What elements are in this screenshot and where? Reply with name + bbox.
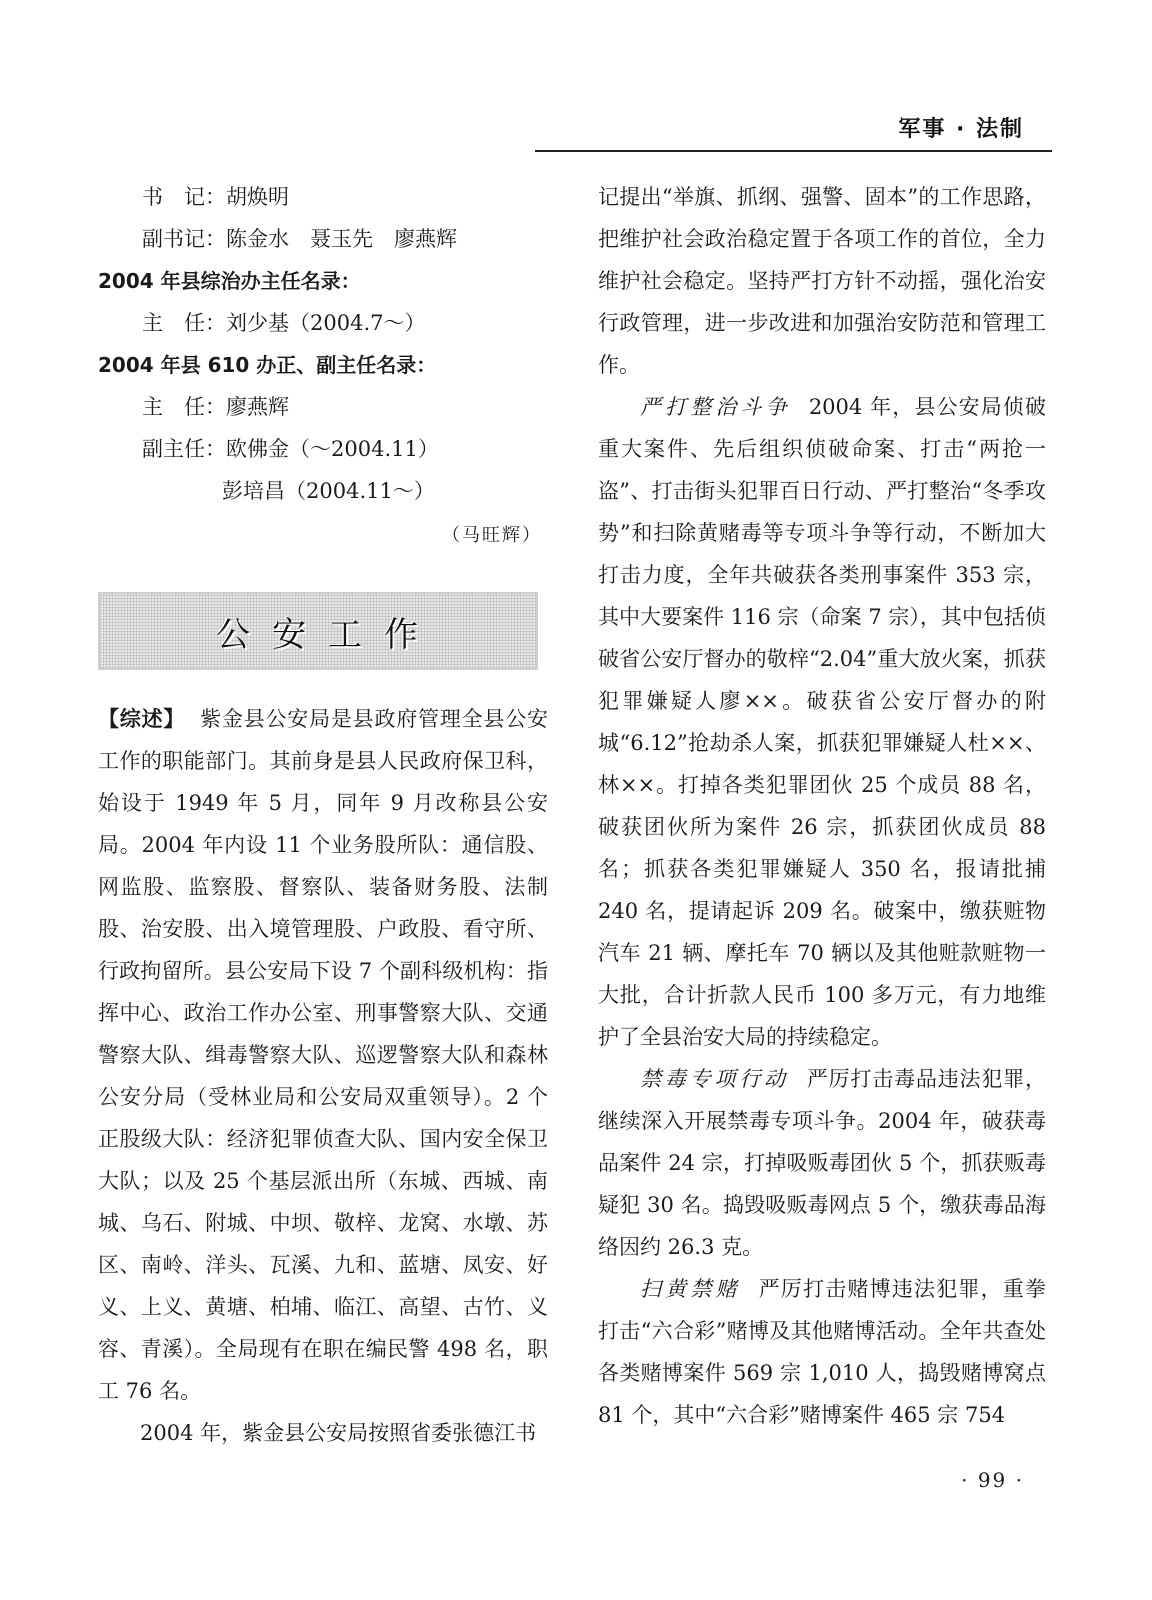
paragraph-2004: 2004 年，紫金县公安局按照省委张德江书 (140, 1421, 537, 1445)
section-yanda-text: 2004 年，县公安局侦破重大案件、先后组织侦破命案、打击“两抢一盗”、打击街头犯罪百日行动、严打整治“冬季攻势”和扫除黄赌毒等专项斗争等行动，不断加大打击力度，全年共破获各类刑事案件 353 宗，其中大要案件 116 宗（命案 7 宗），其中包括侦破省公安厅督办的敬梓“2.04”重大放火案，抓获犯罪嫌疑人廖××。破获省公安厅督办的附城“6.12”抢劫杀人案，抓获犯罪嫌疑人杜××、林××。打掉各类犯罪团伙 25 个成员 88 名，破获团伙所为案件 26 宗，抓获团伙成员 88 名；抓获各类犯罪嫌疑人 350 名，报请批捕 240 名，提请起诉 209 名。破案中，缴获赃物汽车 21 辆、摩托车 70 辆以及其他赃款赃物一大批，合计折款人民币 100 多万元，有力地维护了全县治安大局的持续稳定。 (598, 395, 1047, 1049)
paragraph-continued: 记提出“举旗、抓纲、强警、固本”的工作思路，把维护社会政治稳定置于各项工作的首位，全力维护社会稳定。坚持严打方针不动摇，强化治安行政管理，进一步改进和加强治安防范和管理工作。 (598, 185, 1046, 377)
section-saohuang-text: 严厉打击赌博违法犯罪，重拳打击“六合彩”赌博及其他赌博活动。全年共查处各类赌博案件 569 宗 1,010 人，捣毁赌博窝点 81 个，其中“六合彩”赌博案件 465 宗 754 (598, 1277, 1046, 1427)
roster-director-610: 主 任：廖燕辉 (142, 395, 289, 419)
section-saohuang-keyword: 扫黄禁赌 (640, 1277, 741, 1301)
right-column (598, 176, 1046, 1436)
summary-paragraph (98, 698, 548, 1412)
author-signature: （马旺辉） (442, 525, 542, 546)
left-column (98, 176, 548, 1454)
section-jindu-keyword: 禁毒专项行动 (640, 1067, 789, 1091)
roster-deputy-director-1: 副主任：欧佛金（～2004.11） (142, 437, 439, 461)
section-title: 公安工作 (216, 614, 440, 655)
section-banner (98, 592, 538, 670)
summary-text: 紫金县公安局是县政府管理全县公安工作的职能部门。其前身是县人民政府保卫科，始设于 1949 年 5 月，同年 9 月改称县公安局。2004 年内设 11 个业务股所队：通信股、网监股、监察股、督察队、装备财务股、法制股、治安股、出入境管理股、户政股、看守所、行政拘留所。县公安局下设 7 个副科级机构：指挥中心、政治工作办公室、刑事警察大队、交通警察大队、缉毒警察大队、巡逻警察大队和森林公安分局（受林业局和公安局双重领导）。2 个正股级大队：经济犯罪侦查大队、国内安全保卫大队；以及 25 个基层派出所（东城、西城、南城、乌石、附城、中坝、敬梓、龙窝、水墩、苏区、南岭、洋头、瓦溪、九和、蓝塘、凤安、好义、上义、黄塘、柏埔、临江、高望、古竹、义容、青溪）。全局现有在职在编民警 498 名，职工 76 名。 (98, 707, 548, 1403)
running-header: 军事 · 法制 (898, 117, 1024, 142)
summary-label: 【综述】 (98, 707, 186, 731)
section-yanda (598, 386, 1046, 1058)
header-rule (535, 150, 1052, 152)
section-yanda-keyword: 严打整治斗争 (640, 395, 791, 419)
roster-deputy-director-2: 彭培昌（2004.11～） (222, 479, 435, 503)
roster-deputy-secretary: 副书记：陈金水 聂玉先 廖燕辉 (142, 227, 457, 251)
page-number: · 99 · (961, 1468, 1024, 1492)
section-saohuang (598, 1268, 1046, 1436)
roster-secretary: 书 记：胡焕明 (142, 185, 289, 209)
section-jindu-text: 严厉打击毒品违法犯罪，继续深入开展禁毒专项斗争。2004 年，破获毒品案件 24 宗，打掉吸贩毒团伙 5 个，抓获贩毒疑犯 30 名。捣毁吸贩毒网点 5 个，缴获毒品海络因约 26.3 克。 (598, 1067, 1046, 1259)
roster-heading-610: 2004 年县 610 办正、副主任名录： (98, 353, 437, 377)
roster-director-zongzhi: 主 任：刘少基（2004.7～） (142, 311, 426, 335)
roster-heading-zongzhi: 2004 年县综治办主任名录： (98, 269, 361, 293)
section-jindu (598, 1058, 1046, 1268)
